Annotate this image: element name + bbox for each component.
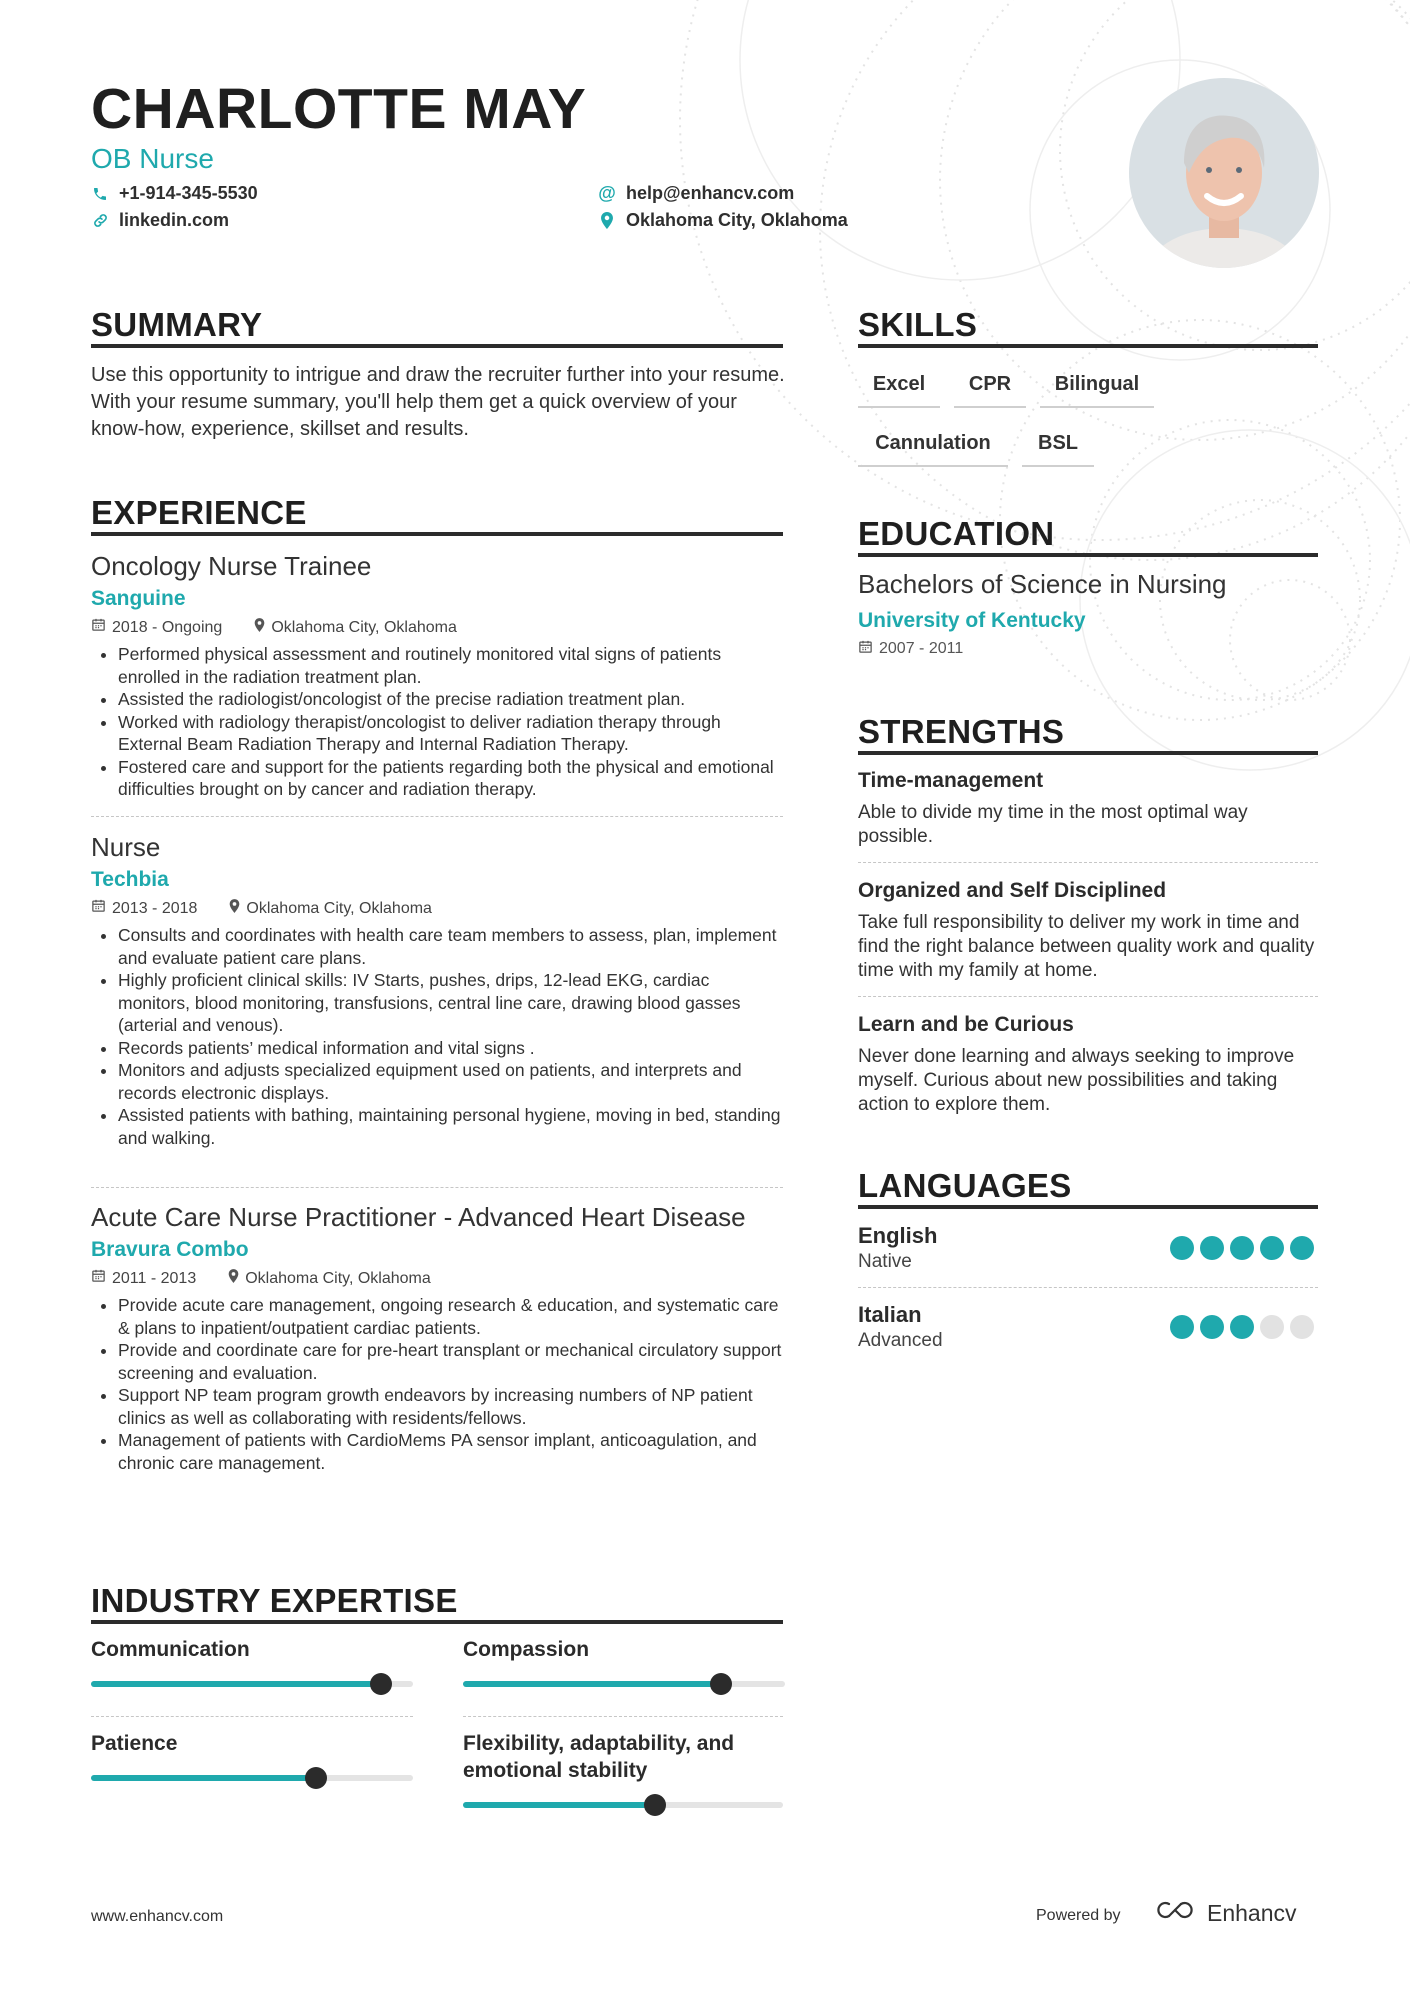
job-bullets [91, 924, 783, 1149]
email-text: help@enhancv.com [626, 183, 795, 203]
strengths-heading: STRENGTHS [858, 713, 1065, 750]
languages-rule [858, 1205, 1318, 1209]
rating-dot-empty [1260, 1315, 1284, 1339]
link-icon [91, 212, 109, 230]
summary-rule [91, 344, 783, 348]
industry-expertise-heading: INDUSTRY EXPERTISE [91, 1582, 458, 1619]
expertise-item [91, 1636, 413, 1687]
rating-dot-filled [1200, 1315, 1224, 1339]
rating-dot-filled [1200, 1236, 1224, 1260]
contact-email[interactable] [598, 183, 794, 204]
job-entry [91, 550, 783, 801]
strength-description: Able to divide my time in the most optimal way possible. [858, 802, 1248, 847]
expertise-bar-fill [91, 1681, 381, 1687]
job-role: Nurse [91, 832, 161, 862]
contact-phone[interactable] [91, 183, 258, 204]
divider [463, 1716, 783, 1717]
expertise-label: Compassion [463, 1638, 590, 1661]
divider [91, 1187, 783, 1188]
strength-item [858, 877, 1318, 983]
job-bullet: • Support NP team program growth endeavors by increasing numbers of NP patient clinics as well as collaborating with residents/fellows. [118, 1384, 783, 1429]
calendar-icon [91, 617, 106, 639]
phone-icon [91, 185, 109, 203]
rating-dot-filled [1230, 1315, 1254, 1339]
contact-location [598, 210, 848, 231]
job-bullet: • Monitors and adjusts specialized equipment used on patients, and interprets and records electronic displays. [118, 1059, 783, 1104]
strength-title: Time-management [858, 769, 1044, 792]
language-level: Native [858, 1251, 912, 1272]
skill-tag: BSL [1022, 432, 1094, 467]
education-rule [858, 553, 1318, 557]
job-bullets [91, 1294, 783, 1474]
expertise-bar-fill [463, 1802, 655, 1808]
job-bullet: • Provide acute care management, ongoing research & education, and systematic care & plans to inpatient/outpatient cardiac patients. [118, 1294, 783, 1339]
language-rating [1170, 1315, 1314, 1339]
strength-description: Take full responsibility to deliver my work in time and find the right balance between quality work and quality time with my family at home. [858, 912, 1315, 981]
job-company: Sanguine [91, 587, 186, 610]
skill-tag: CPR [954, 373, 1026, 408]
education-meta [858, 639, 963, 659]
divider [91, 816, 783, 817]
expertise-bar-knob [644, 1794, 666, 1816]
job-entry [91, 831, 783, 1149]
skill-tag: Excel [858, 373, 940, 408]
location-pin-icon [254, 617, 265, 639]
candidate-name: CHARLOTTE MAY [91, 77, 587, 141]
location-text: Oklahoma City, Oklahoma [626, 210, 848, 230]
divider [91, 1716, 413, 1717]
strength-title: Organized and Self Disciplined [858, 879, 1167, 902]
job-bullet: • Management of patients with CardioMems PA sensor implant, anticoagulation, and chronic care management. [118, 1429, 783, 1474]
job-bullet: • Provide and coordinate care for pre-heart transplant or mechanical circulatory support screening and evaluation. [118, 1339, 783, 1384]
job-title: OB Nurse [91, 143, 214, 174]
summary-text: Use this opportunity to intrigue and draw the recruiter further into your resume. With your resume summary, you'll help them get a quick overview of your know-how, experience, skillset and results. [91, 364, 785, 440]
profile-photo [1129, 78, 1319, 268]
job-bullet: • Worked with radiology therapist/oncologist to deliver radiation therapy through External Beam Radiation Therapy and Internal Radiation Therapy. [118, 711, 783, 756]
expertise-bar [91, 1681, 413, 1687]
calendar-icon [858, 639, 873, 659]
expertise-bar [463, 1802, 783, 1808]
rating-dot-filled [1170, 1315, 1194, 1339]
job-location: Oklahoma City, Oklahoma [246, 900, 432, 917]
footer-website[interactable]: www.enhancv.com [91, 1908, 224, 1925]
job-meta [91, 898, 783, 920]
strength-item [858, 767, 1318, 849]
skills-heading: SKILLS [858, 306, 978, 343]
job-entry [91, 1201, 783, 1474]
job-bullet: • Fostered care and support for the patients regarding both the physical and emotional difficulties brought on by cancer and radiation therapy. [118, 756, 783, 801]
expertise-bar [91, 1775, 413, 1781]
job-location: Oklahoma City, Oklahoma [245, 1270, 431, 1287]
skill-tag: Bilingual [1040, 373, 1154, 408]
divider [858, 862, 1318, 863]
expertise-item [463, 1636, 785, 1687]
rating-dot-filled [1290, 1236, 1314, 1260]
enhancv-logo-icon [1155, 1898, 1199, 1928]
expertise-bar-fill [91, 1775, 316, 1781]
strength-title: Learn and be Curious [858, 1013, 1074, 1036]
job-role: Acute Care Nurse Practitioner - Advanced Heart Disease [91, 1202, 746, 1232]
experience-heading: EXPERIENCE [91, 494, 307, 531]
job-dates: 2013 - 2018 [112, 900, 198, 917]
contact-linkedin[interactable] [91, 210, 229, 231]
at-icon: @ [598, 183, 616, 203]
education-dates: 2007 - 2011 [879, 640, 964, 657]
skills-rule [858, 344, 1318, 348]
calendar-icon [91, 898, 106, 920]
job-bullets [91, 643, 783, 801]
rating-dot-empty [1290, 1315, 1314, 1339]
phone-text: +1-914-345-5530 [119, 183, 258, 203]
job-bullet: • Assisted patients with bathing, maintaining personal hygiene, moving in bed, standing and walking. [118, 1104, 783, 1149]
language-level: Advanced [858, 1330, 943, 1351]
job-bullet: • Records patients’ medical information and vital signs . [118, 1037, 783, 1060]
expertise-bar [463, 1681, 785, 1687]
job-dates: 2018 - Ongoing [112, 619, 223, 636]
location-pin-icon [228, 1268, 239, 1290]
summary-heading: SUMMARY [91, 306, 263, 343]
calendar-icon [91, 1268, 106, 1290]
job-bullet: • Performed physical assessment and routinely monitored vital signs of patients enrolled in the radiation treatment plan. [118, 643, 783, 688]
strength-description: Never done learning and always seeking to improve myself. Curious about new possibilities and taking action to explore them. [858, 1046, 1295, 1115]
strengths-rule [858, 751, 1318, 755]
footer-brand-name: Enhancv [1207, 1899, 1297, 1926]
job-dates: 2011 - 2013 [112, 1270, 197, 1287]
job-bullet: • Consults and coordinates with health care team members to assess, plan, implement and evaluate patient care plans. [118, 924, 783, 969]
expertise-label: Communication [91, 1638, 250, 1661]
experience-rule [91, 532, 783, 536]
job-role: Oncology Nurse Trainee [91, 551, 372, 581]
divider [858, 996, 1318, 997]
language-item [858, 1222, 1318, 1274]
location-pin-icon [598, 212, 616, 230]
language-name: Italian [858, 1302, 922, 1327]
strength-item [858, 1011, 1318, 1117]
job-meta [91, 1268, 783, 1290]
job-company: Bravura Combo [91, 1238, 249, 1261]
job-company: Techbia [91, 868, 169, 891]
job-location: Oklahoma City, Oklahoma [271, 619, 457, 636]
expertise-bar-knob [370, 1673, 392, 1695]
skill-tag: Cannulation [858, 432, 1008, 467]
job-meta [91, 617, 783, 639]
rating-dot-filled [1260, 1236, 1284, 1260]
rating-dot-filled [1230, 1236, 1254, 1260]
job-bullet: • Assisted the radiologist/oncologist of the precise radiation treatment plan. [118, 688, 783, 711]
expertise-label: Patience [91, 1732, 178, 1755]
location-pin-icon [229, 898, 240, 920]
divider [858, 1287, 1318, 1288]
language-rating [1170, 1236, 1314, 1260]
linkedin-text: linkedin.com [119, 210, 230, 230]
education-degree: Bachelors of Science in Nursing [858, 569, 1227, 599]
footer-powered-by: Powered by [1036, 1907, 1121, 1924]
rating-dot-filled [1170, 1236, 1194, 1260]
job-bullet: • Highly proficient clinical skills: IV Starts, pushes, drips, 12-lead EKG, cardiac monitors, blood monitoring, transfusions, central line care, drawing blood gasses (arterial and venous). [118, 969, 783, 1037]
education-heading: EDUCATION [858, 515, 1055, 552]
education-school: University of Kentucky [858, 609, 1086, 632]
expertise-bar-knob [710, 1673, 732, 1695]
languages-heading: LANGUAGES [858, 1167, 1072, 1204]
industry-expertise-rule [91, 1620, 783, 1624]
expertise-bar-knob [305, 1767, 327, 1789]
expertise-bar-fill [463, 1681, 721, 1687]
expertise-item [463, 1730, 783, 1808]
expertise-item [91, 1730, 413, 1781]
expertise-label: Flexibility, adaptability, and emotional stability [463, 1732, 735, 1782]
footer-brand[interactable] [1155, 1898, 1297, 1928]
language-name: English [858, 1223, 938, 1248]
language-item [858, 1301, 1318, 1353]
